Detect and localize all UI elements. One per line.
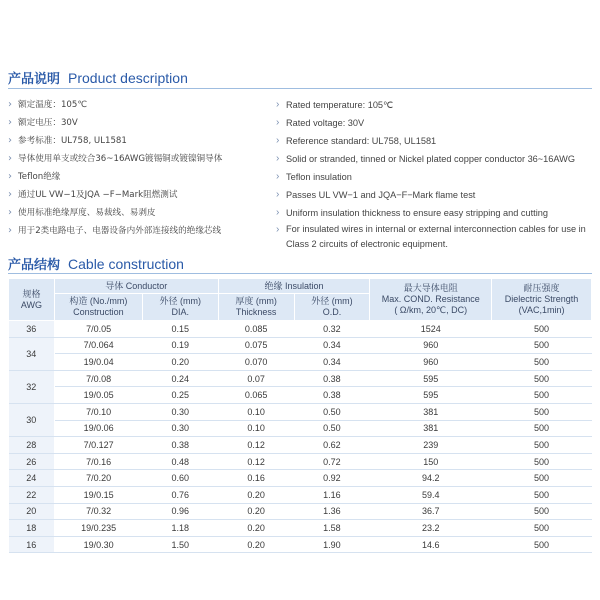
header-conductor-cn: 导体 [105,280,124,291]
section-divider [8,273,592,274]
description-item: › Uniform insulation thickness to ensure easy stripping and cutting [276,204,594,222]
cell-dielectric: 500 [492,321,592,338]
cell-construction: 7/0.32 [54,503,142,520]
header-od [294,294,370,321]
section-divider [8,88,592,89]
cell-awg: 36 [9,321,55,338]
description-item: › Passes UL VW−1 and JQA−F−Mark flame test [276,186,594,204]
description-item: › For insulated wires in internal or external interconnection cables for use in Class 2 circuits of electronic equipment. [276,222,594,252]
cell-resistance: 381 [370,420,492,437]
cell-dielectric: 500 [492,387,592,404]
header-resistance-unit: ( Ω/km, 20℃, DC) [394,305,468,315]
cell-resistance: 36.7 [370,503,492,520]
description-item: › 通过UL VW−1及JQA −F−Mark阻燃测试 [8,186,270,204]
table-row [9,321,592,338]
header-conductor-en: Conductor [125,280,168,291]
table-row [9,354,592,371]
header-dia-en: DIA. [171,307,189,317]
cell-dia: 0.25 [142,387,218,404]
cell-od: 0.34 [294,354,370,371]
description-item: › 参考标准：UL758, UL1581 [8,132,270,150]
table-row [9,387,592,404]
cell-resistance: 960 [370,354,492,371]
cell-dia: 1.50 [142,536,218,553]
header-od-en: O.D. [322,307,342,317]
cell-thickness: 0.20 [218,486,294,503]
cell-resistance: 150 [370,453,492,470]
cell-dielectric: 500 [492,354,592,371]
header-od-cn: 外径 (mm) [311,296,353,306]
cell-od: 1.90 [294,536,370,553]
cell-dielectric: 500 [492,486,592,503]
cell-od: 0.50 [294,403,370,420]
cell-dia: 0.15 [142,321,218,338]
cell-thickness: 0.20 [218,536,294,553]
cell-awg: 28 [9,437,55,454]
description-item: › 额定电压：30V [8,114,270,132]
cell-awg: 32 [9,370,55,403]
cell-resistance: 381 [370,403,492,420]
header-dielectric [492,279,592,321]
table-row [9,453,592,470]
cell-thickness: 0.10 [218,420,294,437]
cell-dielectric: 500 [492,470,592,487]
cell-resistance: 94.2 [370,470,492,487]
cell-od: 0.32 [294,321,370,338]
header-dielectric-cn: 耐压强度 [523,283,560,293]
cell-construction: 7/0.08 [54,370,142,387]
cable-construction-title [8,254,184,273]
cell-awg: 26 [9,453,55,470]
table-row [9,403,592,420]
cell-thickness: 0.16 [218,470,294,487]
header-conductor [54,279,218,294]
cell-thickness: 0.065 [218,387,294,404]
cell-thickness: 0.070 [218,354,294,371]
description-item: › 额定温度：105℃ [8,96,270,114]
header-construction-cn: 构造 (No./mm) [69,296,128,306]
cell-dielectric: 500 [492,520,592,537]
description-item: › Teflon insulation [276,168,594,186]
cell-resistance: 595 [370,387,492,404]
cell-dia: 0.30 [142,403,218,420]
cell-dia: 0.96 [142,503,218,520]
cell-construction: 7/0.064 [54,337,142,354]
cell-dia: 0.19 [142,337,218,354]
header-thickness-cn: 厚度 (mm) [235,296,277,306]
cell-od: 0.72 [294,453,370,470]
description-item: › Teflon绝缘 [8,168,270,186]
cell-thickness: 0.07 [218,370,294,387]
cable-construction-title-cn: 产品结构 [8,258,61,273]
product-description-title-en: Product description [68,70,188,86]
cell-construction: 7/0.20 [54,470,142,487]
cell-od: 1.16 [294,486,370,503]
cell-thickness: 0.12 [218,453,294,470]
header-insulation-en: Insulation [285,280,324,291]
description-item: › Rated temperature: 105℃ [276,96,594,114]
cell-awg: 18 [9,520,55,537]
cell-od: 0.38 [294,387,370,404]
cell-resistance: 1524 [370,321,492,338]
header-thickness-en: Thickness [235,307,277,317]
cell-construction: 19/0.06 [54,420,142,437]
description-item: › 使用标准绝缘厚度、易裁线、易剥皮 [8,204,270,222]
description-list-en [276,96,594,252]
cell-construction: 19/0.30 [54,536,142,553]
table-row [9,486,592,503]
cell-awg: 24 [9,470,55,487]
cell-dia: 0.48 [142,453,218,470]
cell-od: 0.92 [294,470,370,487]
header-resistance-en: Max. COND. Resistance [381,294,480,304]
cell-od: 1.58 [294,520,370,537]
cell-resistance: 239 [370,437,492,454]
header-resistance-cn: 最大导体电阻 [403,283,458,293]
cell-dia: 0.38 [142,437,218,454]
header-dielectric-unit: (VAC,1min) [518,305,565,315]
cell-awg: 22 [9,486,55,503]
cell-thickness: 0.20 [218,503,294,520]
header-insulation-cn: 绝缘 [264,280,283,291]
header-awg-en: AWG [20,299,43,310]
description-item: › Solid or stranded, tinned or Nickel plated copper conductor 36~16AWG [276,150,594,168]
cell-resistance: 595 [370,370,492,387]
product-description-title-cn: 产品说明 [8,72,61,87]
table-row [9,420,592,437]
cell-od: 0.62 [294,437,370,454]
cell-od: 0.50 [294,420,370,437]
cell-resistance: 23.2 [370,520,492,537]
cell-dielectric: 500 [492,536,592,553]
cell-dia: 0.60 [142,470,218,487]
description-item: › 用于2类电路电子、电器设备内外部连接线的绝缘芯线 [8,222,270,240]
description-item: › Rated voltage: 30V [276,114,594,132]
table-body [9,321,592,553]
cell-awg: 16 [9,536,55,553]
header-awg [9,279,55,321]
cell-construction: 7/0.127 [54,437,142,454]
description-item: › Reference standard: UL758, UL1581 [276,132,594,150]
cell-construction: 19/0.04 [54,354,142,371]
cell-thickness: 0.12 [218,437,294,454]
cell-construction: 7/0.05 [54,321,142,338]
cell-od: 1.36 [294,503,370,520]
cell-dia: 1.18 [142,520,218,537]
table-row [9,503,592,520]
description-list-cn [8,96,270,240]
cell-awg: 20 [9,503,55,520]
cell-awg: 30 [9,403,55,436]
cell-resistance: 960 [370,337,492,354]
header-dia [142,294,218,321]
cell-construction: 7/0.10 [54,403,142,420]
cell-dia: 0.20 [142,354,218,371]
header-awg-cn: 规格 [22,288,41,299]
header-dia-cn: 外径 (mm) [159,296,201,306]
cell-dielectric: 500 [492,420,592,437]
header-insulation [218,279,370,294]
header-thickness [218,294,294,321]
cell-construction: 7/0.16 [54,453,142,470]
cell-dielectric: 500 [492,437,592,454]
table-row [9,520,592,537]
header-construction [54,294,142,321]
header-dielectric-en: Dielectric Strength [504,294,579,304]
cell-od: 0.34 [294,337,370,354]
cell-awg: 34 [9,337,55,370]
cell-dia: 0.24 [142,370,218,387]
header-resistance [370,279,492,321]
cell-construction: 19/0.15 [54,486,142,503]
cell-thickness: 0.085 [218,321,294,338]
cell-thickness: 0.10 [218,403,294,420]
cell-dielectric: 500 [492,453,592,470]
cell-thickness: 0.075 [218,337,294,354]
table-header-row [9,279,592,294]
cell-dielectric: 500 [492,370,592,387]
table-row [9,536,592,553]
cable-construction-table [8,278,592,553]
cell-resistance: 59.4 [370,486,492,503]
cell-dielectric: 500 [492,403,592,420]
cell-resistance: 14.6 [370,536,492,553]
table-row [9,470,592,487]
cell-dielectric: 500 [492,337,592,354]
cell-dielectric: 500 [492,503,592,520]
product-description-title [8,68,188,87]
header-construction-en: Construction [73,307,124,317]
cable-construction-title-en: Cable construction [68,256,184,272]
table-row [9,370,592,387]
table-row [9,437,592,454]
cell-dia: 0.76 [142,486,218,503]
table-row [9,337,592,354]
cell-dia: 0.30 [142,420,218,437]
cell-thickness: 0.20 [218,520,294,537]
cell-construction: 19/0.235 [54,520,142,537]
description-item: › 导体使用单支或绞合36~16AWG镀锡铜或镀镍铜导体 [8,150,270,168]
cell-construction: 19/0.05 [54,387,142,404]
cell-od: 0.38 [294,370,370,387]
